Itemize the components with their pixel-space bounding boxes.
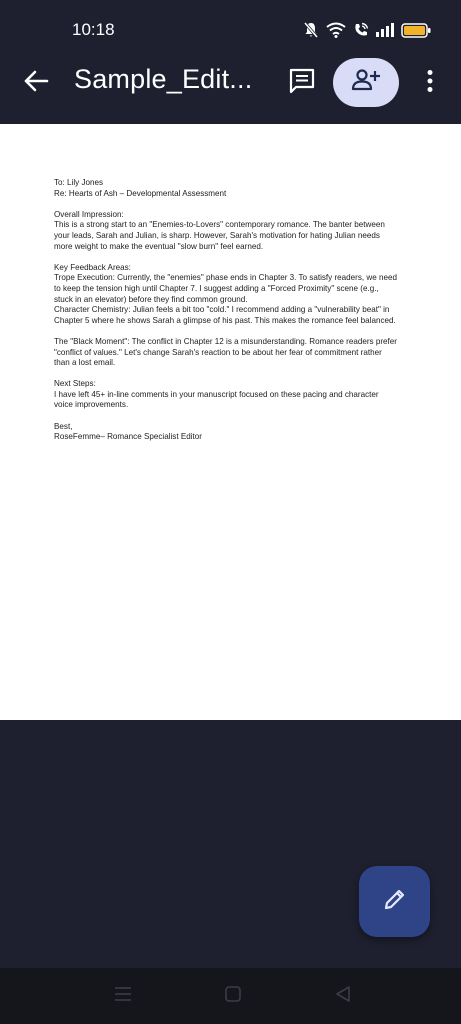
doc-signature: RoseFemme– Romance Specialist Editor xyxy=(54,432,202,442)
home-button[interactable] xyxy=(221,984,245,1008)
back-triangle-icon xyxy=(335,985,351,1008)
add-person-icon xyxy=(351,68,381,97)
doc-re-line: Re: Hearts of Ash – Developmental Assessment xyxy=(54,188,227,198)
document-title[interactable]: Sample_Edit... xyxy=(74,64,253,94)
mute-bell-icon xyxy=(303,21,319,39)
comment-icon xyxy=(288,68,316,99)
status-icons xyxy=(303,20,431,40)
doc-heading-feedback: Key Feedback Areas: xyxy=(54,262,131,272)
system-nav-bar xyxy=(0,968,461,1024)
wifi-calling-icon xyxy=(353,22,369,38)
doc-line: Trope Execution: Currently, the "enemies" phase ends in Chapter 3. To satisfy readers, we need xyxy=(54,273,398,283)
doc-to-line: To: Lily Jones xyxy=(54,178,104,187)
recents-menu-icon xyxy=(114,986,132,1007)
doc-line: Character Chemistry: Julian feels a bit too "cold." I recommend adding a "vulnerability beat" in xyxy=(54,305,390,315)
comments-button[interactable] xyxy=(286,68,318,98)
battery-icon xyxy=(401,23,431,38)
app-bar xyxy=(0,58,461,124)
signal-icon xyxy=(376,23,394,37)
edit-pencil-icon xyxy=(382,886,408,917)
status-time: 10:18 xyxy=(72,20,115,39)
doc-line: your leads, Sarah and Julian, is sharp. However, Sarah's motivation for hating Julian needs xyxy=(54,230,380,240)
doc-signoff: Best, xyxy=(54,421,73,431)
doc-line: This is a strong start to an "Enemies-to-Lovers" contemporary romance. The banter between xyxy=(54,220,385,230)
doc-line: Chapter 5 where he shows Sarah a glimpse of his past. This makes the romance feel balanced. xyxy=(54,315,396,325)
system-back-button[interactable] xyxy=(331,984,355,1008)
doc-line: than a lost email. xyxy=(54,358,116,368)
status-bar xyxy=(0,0,461,58)
doc-line: I have left 45+ in-line comments in your manuscript focused on these pacing and character xyxy=(54,389,379,399)
doc-heading-next-steps: Next Steps: xyxy=(54,379,96,389)
more-vert-icon xyxy=(426,69,434,98)
document-page[interactable] xyxy=(0,124,461,720)
doc-line: stuck in an elevator) before they find common ground. xyxy=(54,294,248,304)
edit-fab-button[interactable] xyxy=(359,866,430,937)
doc-line: voice improvements. xyxy=(54,400,129,410)
more-options-button[interactable] xyxy=(418,68,442,98)
doc-line: "conflict of values." Let's change Sarah's reaction to be about her fear of commitment rather xyxy=(54,347,382,357)
wifi-icon xyxy=(326,22,346,38)
doc-line: to keep the tension high until Chapter 7. I suggest adding a "Forced Proximity" scene (e.g., xyxy=(54,283,379,293)
back-button[interactable] xyxy=(18,68,54,98)
doc-line: more weight to make the eventual "slow burn" feel earned. xyxy=(54,241,264,251)
doc-heading-impression: Overall Impression: xyxy=(54,209,124,219)
share-button[interactable] xyxy=(333,58,399,107)
recents-button[interactable] xyxy=(111,984,135,1008)
document-body xyxy=(54,178,414,443)
arrow-back-icon xyxy=(23,69,49,98)
doc-line: The "Black Moment": The conflict in Chapter 12 is a misunderstanding. Romance readers prefer xyxy=(54,336,398,346)
home-square-icon xyxy=(224,985,242,1008)
